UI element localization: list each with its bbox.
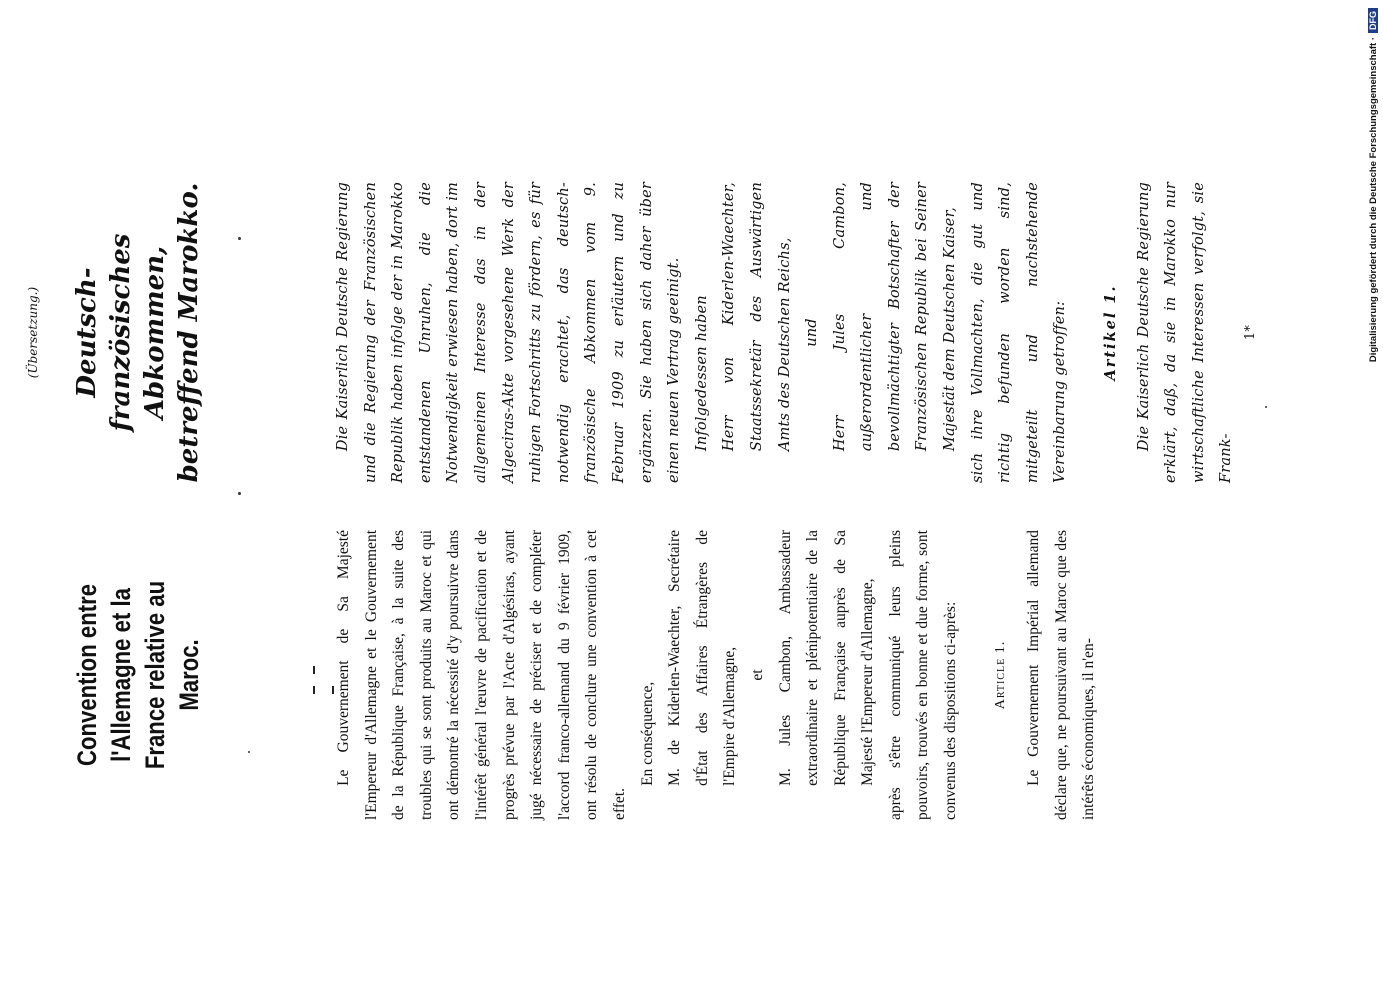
french-article-heading: Article 1. xyxy=(992,640,1008,710)
scan-speck xyxy=(238,492,241,495)
german-column xyxy=(330,182,1265,483)
dfg-logo: DFG xyxy=(1368,8,1378,33)
french-title: Convention entre l'Allemagne et la France relative au Maroc. xyxy=(72,580,204,770)
german-signatory-2: Herr Jules Cambon, außerordentlicher und bevollmächtigter Botschafter der Französischen Republik bei Seiner Majestät dem Deutschen Kaiser, xyxy=(831,182,959,452)
french-column xyxy=(330,530,1103,820)
french-powers: après s'être communiqué leurs pleins pouvoirs, trouvés en bonne et due forme, sont convenus des dispositions ci-après: xyxy=(886,530,960,820)
german-signatory-1: Herr von Kiderlen-Waechter, Staatssekretär des Auswärtigen Amts des Deutschen Reichs, xyxy=(721,182,793,452)
german-article-1-text: Die Kaiserlich Deutsche Regierung erklärt, daß, da sie in Marokko nur wirtschaftliche Interessen verfolgt, sie Frank- xyxy=(1135,182,1235,483)
german-title: Deutsch-französisches Abkommen, betreffend Marokko. xyxy=(72,182,204,483)
digitization-credit xyxy=(1368,8,1382,388)
digitization-note: Digitalisierung gefördert durch die Deutsche Forschungsgemeinschaft · xyxy=(1368,37,1379,363)
german-and: und xyxy=(804,318,821,347)
french-signatory-2: M. Jules Cambon, Ambassadeur extraordinaire et plénipotentiaire de la République Française auprès de Sa Majesté l'Empereur d'Allemagne, xyxy=(776,530,877,786)
french-consequence: En conséquence, xyxy=(638,681,656,786)
german-powers: sich ihre Vollmachten, die gut und richtig befunden worden sind, mitgeteilt und nachstehende Vereinbarung getroffen: xyxy=(969,182,1069,483)
scan-speck xyxy=(1265,406,1267,408)
french-preamble: Le Gouvernement de Sa Majesté l'Empereur d'Allemagne et le Gouvernement de la République Française, à la suite des troubles qui se sont produits au Maroc et qui ont démontré la nécessité d'y poursuivre dans l'intérêt général l'œuvre de pacification et de progrès prévue par l'Acte d'Algésiras, ayant jugé nécessaire de préciser et de compléter l'accord franco-allemand du 9 février 1909, ont résolu de conclure une convention à cet effet. xyxy=(335,530,628,820)
scan-speck xyxy=(248,751,250,753)
german-consequence: Infolgedessen haben xyxy=(693,295,710,452)
french-signatory-1: M. de Kiderlen-Waechter, Secrétaire d'État des Affaires Étrangères de l'Empire d'Allemagne, xyxy=(666,530,739,786)
scan-speck xyxy=(238,237,241,240)
french-and: et xyxy=(748,669,766,681)
signature-mark: 1* xyxy=(1243,324,1258,341)
german-article-heading: Artikel 1. xyxy=(1102,284,1120,381)
german-preamble: Die Kaiserlich Deutsche Regierung und die Regierung der Französischen Republik haben infolge der in Marokko entstandenen Unruhen, die die Notwendigkeit erwiesen haben, dort im allgemeinen Interesse das in der Algeciras-Akte vorgesehene Werk der ruhigen Fortschritts zu fördern, es für notwendig erachtet, das deutsch-französische Abkommen vom 9. Februar 1909 zu erläutern und zu ergänzen. Sie haben sich daher über einen neuen Vertrag geeinigt. xyxy=(335,182,683,483)
german-translation-note: (Übersetzung.) xyxy=(26,286,40,379)
french-article-1-text: Le Gouvernement Impérial allemand déclare que, ne poursuivant au Maroc que des intérêts économiques, il n'en- xyxy=(1025,530,1098,820)
